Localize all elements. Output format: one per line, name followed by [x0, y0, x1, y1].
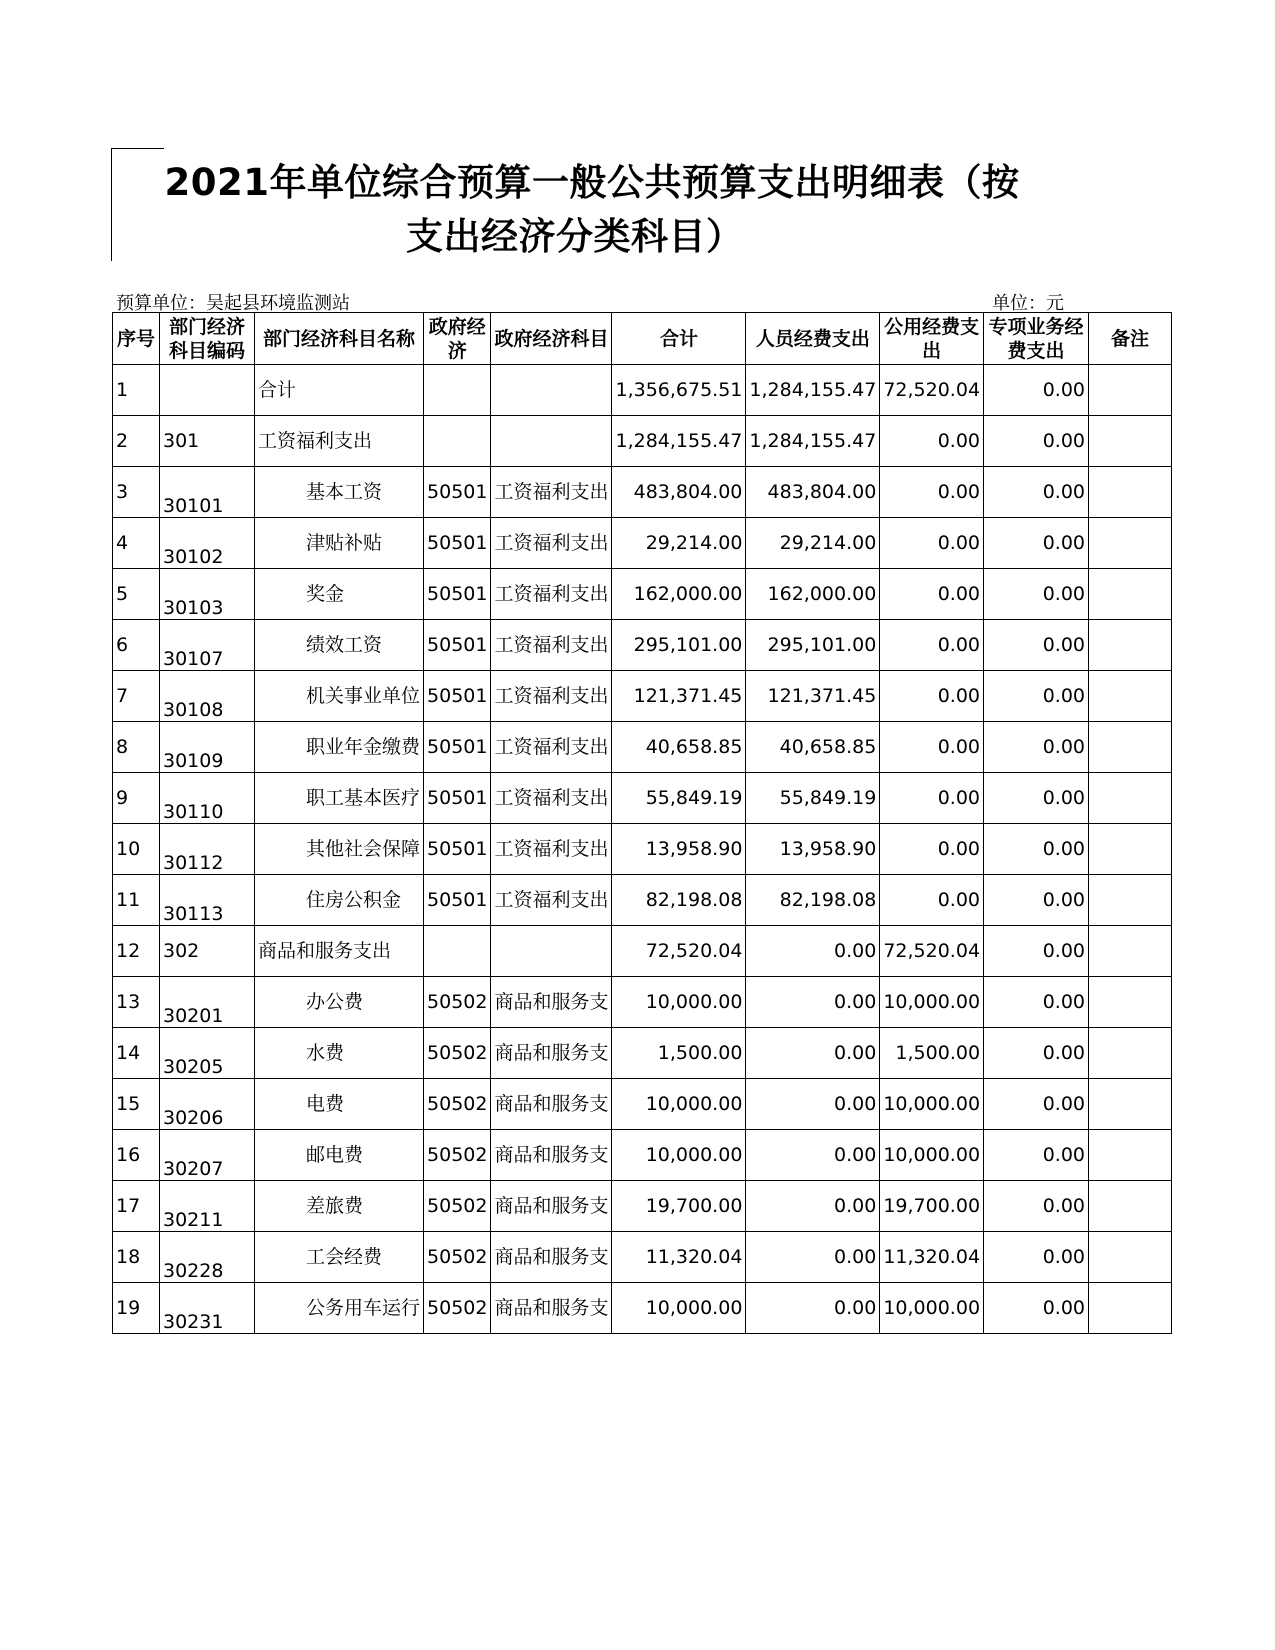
total-cell: 1,284,155.47 — [612, 416, 746, 467]
public-cell: 0.00 — [880, 620, 984, 671]
public-cell: 10,000.00 — [880, 1283, 984, 1334]
gov-name-cell: 工资福利支出 — [491, 671, 612, 722]
special-cell: 0.00 — [984, 620, 1089, 671]
gov-code-cell: 50501 — [424, 569, 491, 620]
special-cell: 0.00 — [984, 467, 1089, 518]
personnel-cell: 162,000.00 — [746, 569, 880, 620]
special-cell: 0.00 — [984, 1079, 1089, 1130]
header-cell: 人员经费支出 — [746, 313, 880, 365]
gov-name-cell: 工资福利支出 — [491, 722, 612, 773]
gov-code-cell: 50501 — [424, 875, 491, 926]
name-cell: 职业年金缴费 — [255, 722, 424, 773]
public-cell: 0.00 — [880, 875, 984, 926]
personnel-cell: 0.00 — [746, 977, 880, 1028]
special-cell: 0.00 — [984, 722, 1089, 773]
gov-code-cell: 50501 — [424, 671, 491, 722]
name-cell: 职工基本医疗 — [255, 773, 424, 824]
name-cell: 水费 — [255, 1028, 424, 1079]
table-row — [113, 365, 1172, 416]
header-cell: 合计 — [612, 313, 746, 365]
gov-code-cell: 50501 — [424, 824, 491, 875]
gov-code-cell: 50502 — [424, 1028, 491, 1079]
code-cell: 30206 — [160, 1079, 255, 1130]
note-cell — [1089, 1283, 1172, 1334]
seq-cell: 16 — [113, 1130, 160, 1181]
total-cell: 483,804.00 — [612, 467, 746, 518]
code-cell: 30101 — [160, 467, 255, 518]
gov-code-cell: 50502 — [424, 1283, 491, 1334]
gov-code-cell: 50502 — [424, 1181, 491, 1232]
personnel-cell: 0.00 — [746, 1283, 880, 1334]
code-cell: 30109 — [160, 722, 255, 773]
code-cell: 302 — [160, 926, 255, 977]
header-cell: 部门经济科目编码 — [160, 313, 255, 365]
seq-cell: 7 — [113, 671, 160, 722]
total-cell: 10,000.00 — [612, 1130, 746, 1181]
header-cell: 部门经济科目名称 — [255, 313, 424, 365]
name-cell: 电费 — [255, 1079, 424, 1130]
seq-cell: 13 — [113, 977, 160, 1028]
expenditure-table — [112, 312, 1172, 1334]
table-row — [113, 1181, 1172, 1232]
special-cell: 0.00 — [984, 1232, 1089, 1283]
gov-name-cell — [491, 416, 612, 467]
personnel-cell: 0.00 — [746, 1181, 880, 1232]
note-cell — [1089, 722, 1172, 773]
gov-code-cell — [424, 926, 491, 977]
currency-unit-label: 单位：元 — [992, 293, 1064, 314]
code-cell: 30113 — [160, 875, 255, 926]
table-row — [113, 977, 1172, 1028]
title-line-2: 支出经济分类科目） — [406, 215, 744, 258]
gov-name-cell — [491, 926, 612, 977]
public-cell: 0.00 — [880, 722, 984, 773]
gov-code-cell: 50502 — [424, 1130, 491, 1181]
code-cell: 30228 — [160, 1232, 255, 1283]
code-cell: 30201 — [160, 977, 255, 1028]
personnel-cell: 55,849.19 — [746, 773, 880, 824]
seq-cell: 15 — [113, 1079, 160, 1130]
public-cell: 1,500.00 — [880, 1028, 984, 1079]
table-row — [113, 518, 1172, 569]
code-cell: 30211 — [160, 1181, 255, 1232]
budget-unit-label: 预算单位：吴起县环境监测站 — [116, 293, 350, 314]
gov-name-cell: 工资福利支出 — [491, 773, 612, 824]
public-cell: 0.00 — [880, 569, 984, 620]
code-cell: 30112 — [160, 824, 255, 875]
code-cell: 30231 — [160, 1283, 255, 1334]
gov-name-cell: 工资福利支出 — [491, 824, 612, 875]
public-cell: 0.00 — [880, 467, 984, 518]
seq-cell: 4 — [113, 518, 160, 569]
gov-name-cell: 商品和服务支 — [491, 977, 612, 1028]
total-cell: 162,000.00 — [612, 569, 746, 620]
gov-name-cell: 工资福利支出 — [491, 569, 612, 620]
note-cell — [1089, 977, 1172, 1028]
seq-cell: 6 — [113, 620, 160, 671]
special-cell: 0.00 — [984, 671, 1089, 722]
total-cell: 121,371.45 — [612, 671, 746, 722]
gov-code-cell: 50501 — [424, 467, 491, 518]
note-cell — [1089, 365, 1172, 416]
header-cell: 公用经费支出 — [880, 313, 984, 365]
special-cell: 0.00 — [984, 875, 1089, 926]
seq-cell: 17 — [113, 1181, 160, 1232]
total-cell: 13,958.90 — [612, 824, 746, 875]
table-row — [113, 722, 1172, 773]
note-cell — [1089, 926, 1172, 977]
total-cell: 1,356,675.51 — [612, 365, 746, 416]
note-cell — [1089, 1232, 1172, 1283]
code-cell: 301 — [160, 416, 255, 467]
page-title — [112, 156, 1072, 264]
table-row — [113, 416, 1172, 467]
seq-cell: 8 — [113, 722, 160, 773]
note-cell — [1089, 1130, 1172, 1181]
special-cell: 0.00 — [984, 1283, 1089, 1334]
special-cell: 0.00 — [984, 926, 1089, 977]
personnel-cell: 0.00 — [746, 1079, 880, 1130]
note-cell — [1089, 416, 1172, 467]
name-cell: 邮电费 — [255, 1130, 424, 1181]
name-cell: 差旅费 — [255, 1181, 424, 1232]
public-cell: 19,700.00 — [880, 1181, 984, 1232]
header-cell: 政府经济科目 — [491, 313, 612, 365]
gov-code-cell: 50502 — [424, 977, 491, 1028]
personnel-cell: 295,101.00 — [746, 620, 880, 671]
public-cell: 0.00 — [880, 416, 984, 467]
gov-code-cell: 50501 — [424, 518, 491, 569]
table-row — [113, 1079, 1172, 1130]
seq-cell: 19 — [113, 1283, 160, 1334]
note-cell — [1089, 875, 1172, 926]
seq-cell: 14 — [113, 1028, 160, 1079]
header-cell: 政府经济 — [424, 313, 491, 365]
table-header-row — [113, 313, 1172, 365]
personnel-cell: 0.00 — [746, 926, 880, 977]
gov-name-cell: 工资福利支出 — [491, 875, 612, 926]
gov-name-cell: 商品和服务支 — [491, 1130, 612, 1181]
note-cell — [1089, 1028, 1172, 1079]
gov-name-cell: 商品和服务支 — [491, 1181, 612, 1232]
total-cell: 72,520.04 — [612, 926, 746, 977]
table-row — [113, 926, 1172, 977]
note-cell — [1089, 1181, 1172, 1232]
public-cell: 10,000.00 — [880, 1079, 984, 1130]
public-cell: 11,320.04 — [880, 1232, 984, 1283]
header-cell: 专项业务经费支出 — [984, 313, 1089, 365]
public-cell: 72,520.04 — [880, 926, 984, 977]
special-cell: 0.00 — [984, 569, 1089, 620]
note-cell — [1089, 671, 1172, 722]
name-cell: 绩效工资 — [255, 620, 424, 671]
seq-cell: 1 — [113, 365, 160, 416]
gov-name-cell: 工资福利支出 — [491, 518, 612, 569]
note-cell — [1089, 773, 1172, 824]
gov-code-cell: 50501 — [424, 722, 491, 773]
title-line-1: 2021年单位综合预算一般公共预算支出明细表（按 — [164, 161, 1020, 204]
public-cell: 10,000.00 — [880, 1130, 984, 1181]
seq-cell: 5 — [113, 569, 160, 620]
special-cell: 0.00 — [984, 773, 1089, 824]
special-cell: 0.00 — [984, 365, 1089, 416]
total-cell: 1,500.00 — [612, 1028, 746, 1079]
gov-code-cell: 50501 — [424, 773, 491, 824]
name-cell: 工资福利支出 — [255, 416, 424, 467]
gov-name-cell: 工资福利支出 — [491, 620, 612, 671]
special-cell: 0.00 — [984, 1130, 1089, 1181]
gov-code-cell: 50502 — [424, 1079, 491, 1130]
note-cell — [1089, 518, 1172, 569]
name-cell: 住房公积金 — [255, 875, 424, 926]
special-cell: 0.00 — [984, 518, 1089, 569]
gov-name-cell — [491, 365, 612, 416]
table-row — [113, 671, 1172, 722]
gov-code-cell — [424, 416, 491, 467]
seq-cell: 9 — [113, 773, 160, 824]
name-cell: 津贴补贴 — [255, 518, 424, 569]
public-cell: 0.00 — [880, 824, 984, 875]
personnel-cell: 483,804.00 — [746, 467, 880, 518]
total-cell: 10,000.00 — [612, 1283, 746, 1334]
note-cell — [1089, 569, 1172, 620]
special-cell: 0.00 — [984, 1181, 1089, 1232]
gov-code-cell: 50502 — [424, 1232, 491, 1283]
name-cell: 基本工资 — [255, 467, 424, 518]
personnel-cell: 0.00 — [746, 1028, 880, 1079]
code-cell: 30102 — [160, 518, 255, 569]
code-cell: 30107 — [160, 620, 255, 671]
note-cell — [1089, 1079, 1172, 1130]
personnel-cell: 40,658.85 — [746, 722, 880, 773]
personnel-cell: 1,284,155.47 — [746, 416, 880, 467]
seq-cell: 10 — [113, 824, 160, 875]
public-cell: 0.00 — [880, 671, 984, 722]
total-cell: 10,000.00 — [612, 1079, 746, 1130]
gov-code-cell: 50501 — [424, 620, 491, 671]
name-cell: 机关事业单位 — [255, 671, 424, 722]
seq-cell: 3 — [113, 467, 160, 518]
table-row — [113, 1232, 1172, 1283]
name-cell: 合计 — [255, 365, 424, 416]
personnel-cell: 13,958.90 — [746, 824, 880, 875]
code-cell: 30205 — [160, 1028, 255, 1079]
code-cell: 30207 — [160, 1130, 255, 1181]
gov-name-cell: 商品和服务支 — [491, 1232, 612, 1283]
public-cell: 10,000.00 — [880, 977, 984, 1028]
seq-cell: 18 — [113, 1232, 160, 1283]
special-cell: 0.00 — [984, 977, 1089, 1028]
table-row — [113, 1130, 1172, 1181]
code-cell: 30108 — [160, 671, 255, 722]
header-cell: 序号 — [113, 313, 160, 365]
seq-cell: 12 — [113, 926, 160, 977]
header-cell: 备注 — [1089, 313, 1172, 365]
table-row — [113, 569, 1172, 620]
table-row — [113, 824, 1172, 875]
note-cell — [1089, 467, 1172, 518]
name-cell: 办公费 — [255, 977, 424, 1028]
personnel-cell: 29,214.00 — [746, 518, 880, 569]
table-row — [113, 467, 1172, 518]
total-cell: 19,700.00 — [612, 1181, 746, 1232]
seq-cell: 11 — [113, 875, 160, 926]
total-cell: 55,849.19 — [612, 773, 746, 824]
code-cell: 30110 — [160, 773, 255, 824]
name-cell: 奖金 — [255, 569, 424, 620]
table-row — [113, 875, 1172, 926]
name-cell: 公务用车运行 — [255, 1283, 424, 1334]
total-cell: 82,198.08 — [612, 875, 746, 926]
personnel-cell: 1,284,155.47 — [746, 365, 880, 416]
gov-code-cell — [424, 365, 491, 416]
public-cell: 0.00 — [880, 518, 984, 569]
name-cell: 商品和服务支出 — [255, 926, 424, 977]
special-cell: 0.00 — [984, 824, 1089, 875]
public-cell: 0.00 — [880, 773, 984, 824]
table-row — [113, 620, 1172, 671]
total-cell: 29,214.00 — [612, 518, 746, 569]
note-cell — [1089, 824, 1172, 875]
code-cell — [160, 365, 255, 416]
note-cell — [1089, 620, 1172, 671]
gov-name-cell: 商品和服务支 — [491, 1028, 612, 1079]
gov-name-cell: 工资福利支出 — [491, 467, 612, 518]
personnel-cell: 0.00 — [746, 1232, 880, 1283]
special-cell: 0.00 — [984, 1028, 1089, 1079]
table-row — [113, 1283, 1172, 1334]
total-cell: 295,101.00 — [612, 620, 746, 671]
table-row — [113, 1028, 1172, 1079]
gov-name-cell: 商品和服务支 — [491, 1079, 612, 1130]
total-cell: 10,000.00 — [612, 977, 746, 1028]
code-cell: 30103 — [160, 569, 255, 620]
personnel-cell: 0.00 — [746, 1130, 880, 1181]
public-cell: 72,520.04 — [880, 365, 984, 416]
name-cell: 工会经费 — [255, 1232, 424, 1283]
name-cell: 其他社会保障 — [255, 824, 424, 875]
personnel-cell: 121,371.45 — [746, 671, 880, 722]
special-cell: 0.00 — [984, 416, 1089, 467]
table-row — [113, 773, 1172, 824]
gov-name-cell: 商品和服务支 — [491, 1283, 612, 1334]
personnel-cell: 82,198.08 — [746, 875, 880, 926]
seq-cell: 2 — [113, 416, 160, 467]
total-cell: 40,658.85 — [612, 722, 746, 773]
total-cell: 11,320.04 — [612, 1232, 746, 1283]
